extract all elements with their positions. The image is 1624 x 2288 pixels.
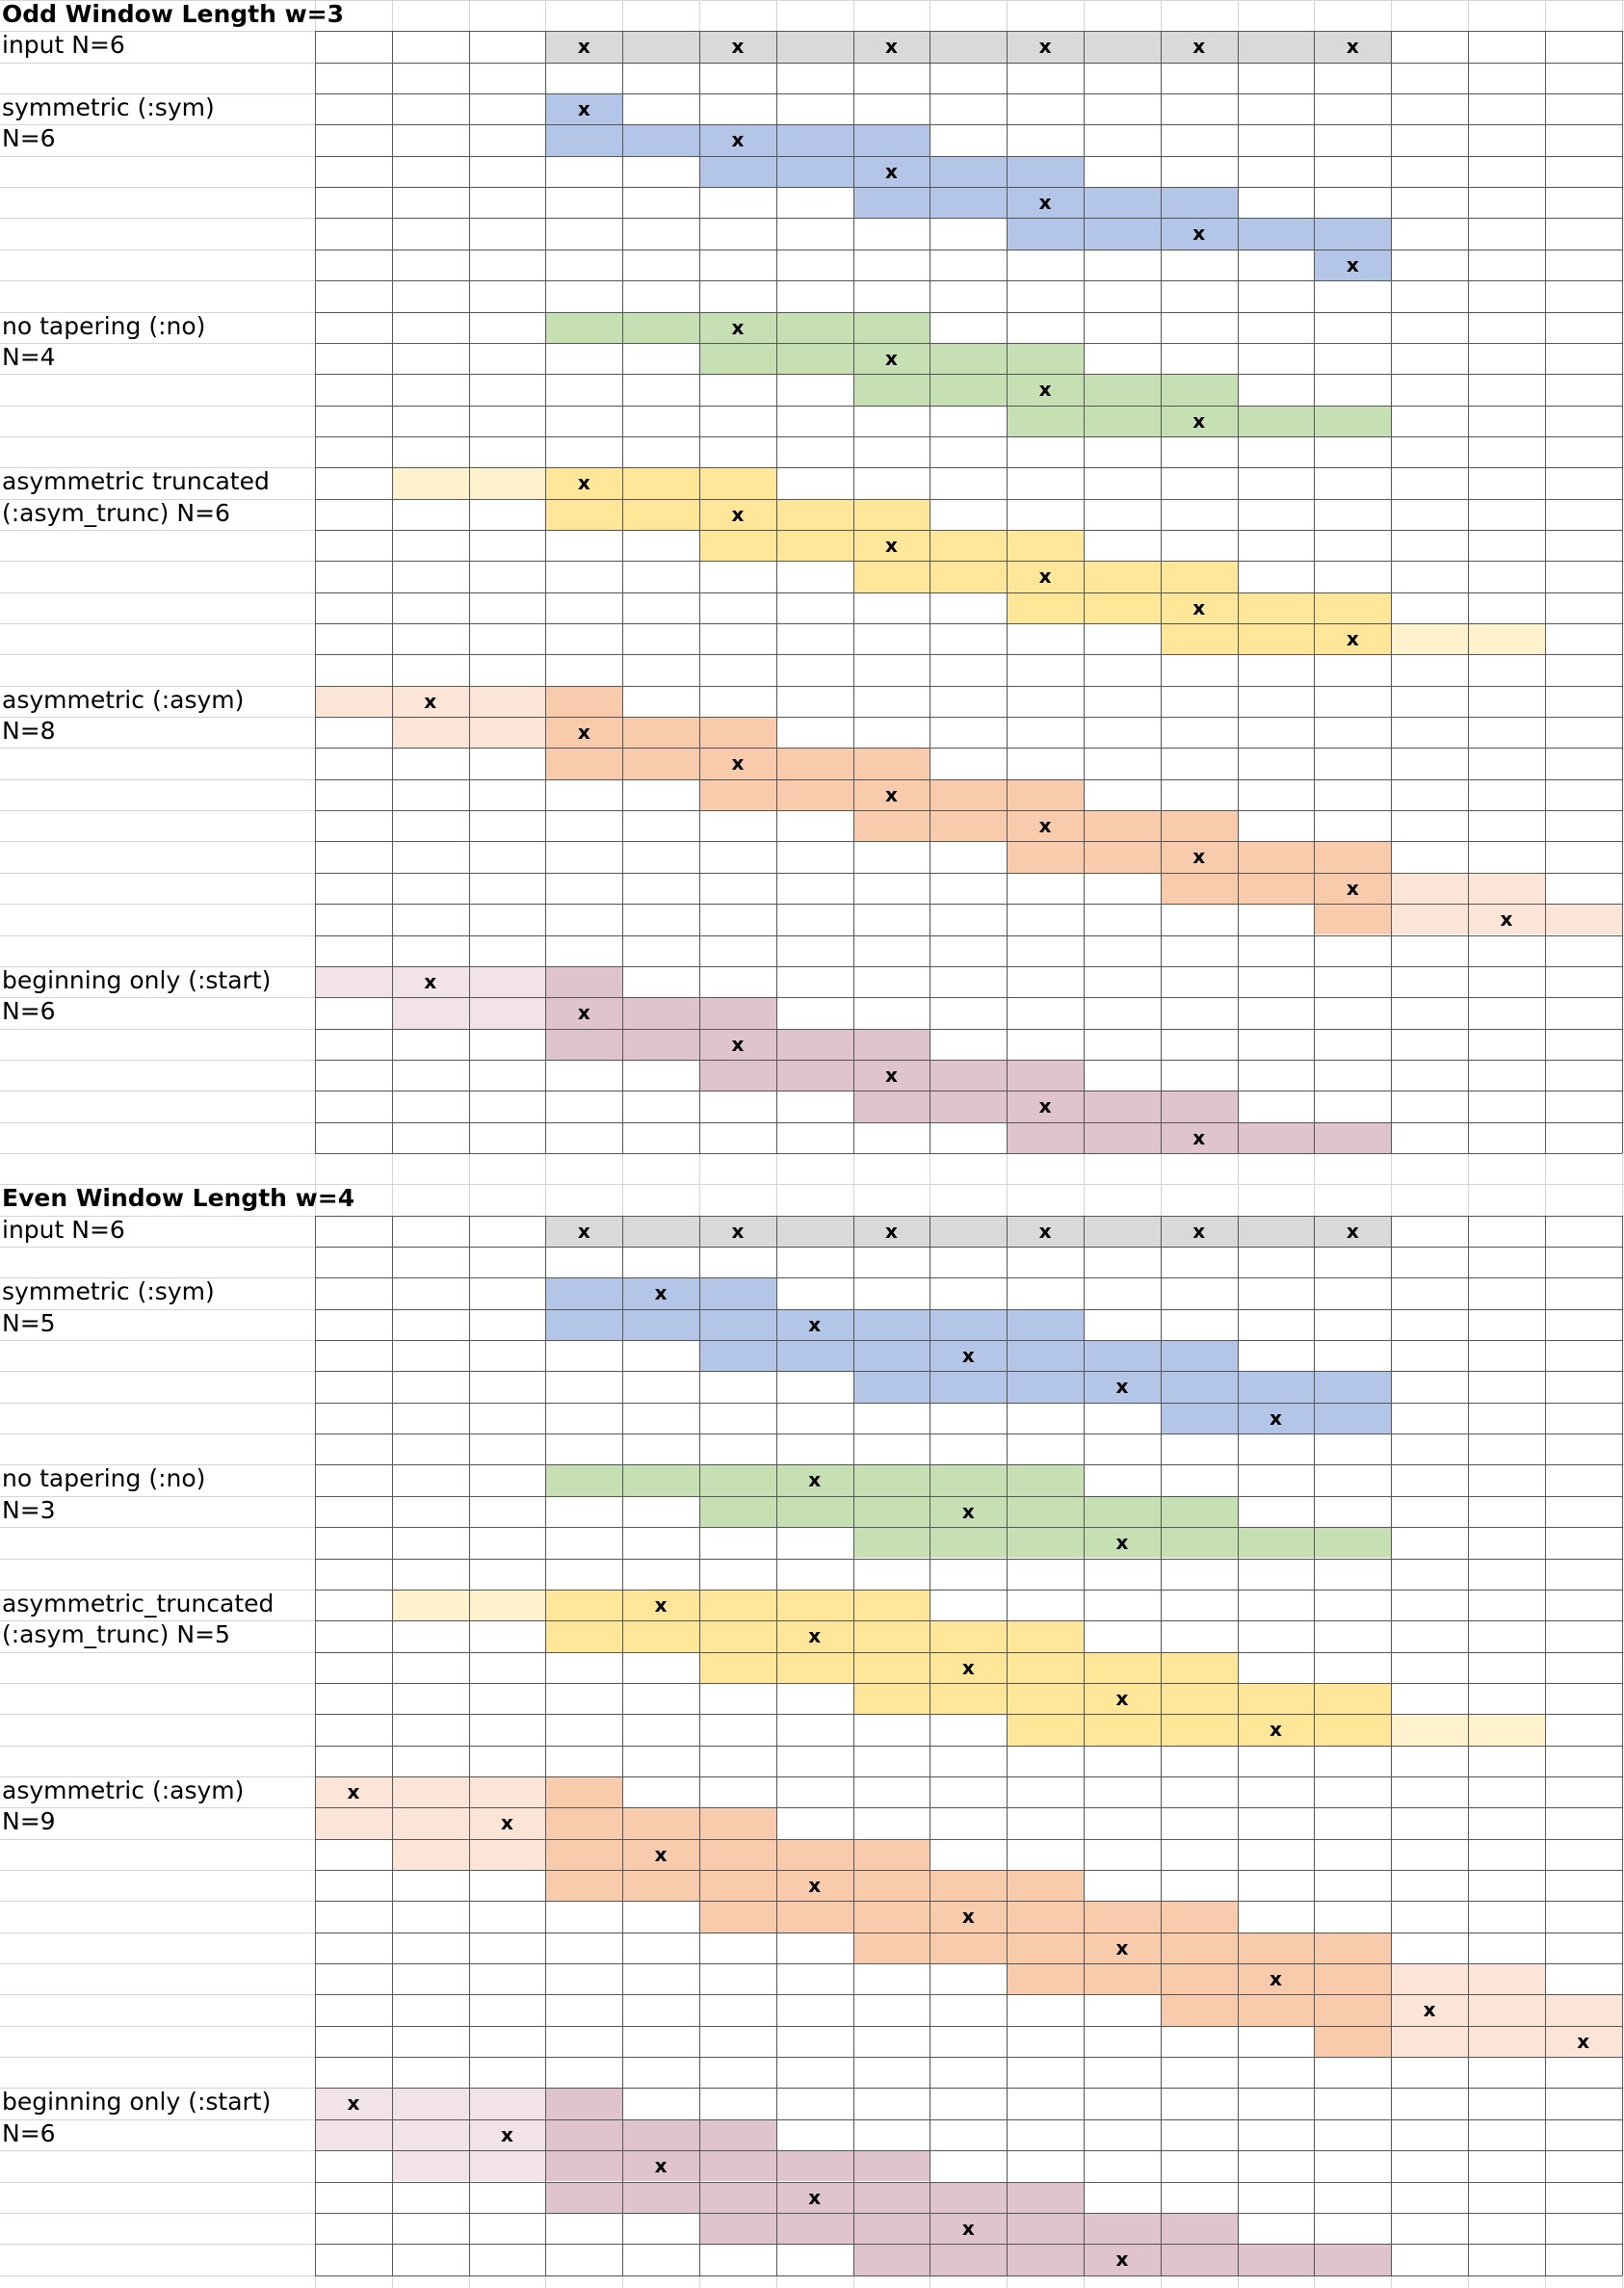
table-row-border [315,592,1622,593]
block-label-no: no tapering (:no) [2,1464,206,1493]
table-row-border [315,686,1622,687]
table-col-border [545,1216,546,2275]
window-center-mark: x [885,1219,898,1243]
window-center-mark: x [1115,1935,1129,1959]
table-col-border [622,1216,623,2275]
table-col-border [1007,1216,1008,2275]
window-center-mark: x [1500,907,1513,932]
window-center-mark: x [577,97,590,121]
block-label-input: input N=6 [2,1215,125,1244]
table-row-border [315,1559,1622,1560]
table-col-border [853,31,854,1153]
table-row-border [315,156,1622,157]
window-center-mark: x [1192,1219,1206,1243]
window-center-mark: x [731,1219,745,1243]
block-label-sym: N=6 [2,124,56,153]
table-row-border [315,31,1622,32]
window-center-mark: x [808,1874,822,1897]
table-row-border [315,1216,1622,1217]
table-row-border [315,2150,1622,2151]
table-row-border [315,1776,1622,1777]
window-center-mark: x [731,1032,745,1056]
window-center-mark: x [1038,565,1052,589]
window-center-mark: x [961,1905,975,1929]
window-center-mark: x [1038,1094,1052,1118]
table-row-border [315,406,1622,407]
table-row-border [315,1590,1622,1591]
table-row-border [315,1839,1622,1840]
table-row-border [315,1122,1622,1123]
table-col-border [469,31,470,1153]
window-center-mark: x [1192,35,1206,59]
table-row-border [315,280,1622,281]
window-center-mark: x [885,346,898,370]
window-center-mark: x [731,751,745,776]
block-label-sym: N=5 [2,1308,56,1337]
table-col-border [1161,1216,1162,2275]
filled-cell [545,31,1391,62]
table-row-border [315,1060,1622,1061]
window-center-mark: x [885,159,898,183]
table-col-border [622,31,623,1153]
filled-cell [545,686,622,717]
table-row-border [315,1309,1622,1310]
window-center-mark: x [885,782,898,806]
window-center-mark: x [1270,1718,1282,1742]
window-center-mark: x [731,128,745,152]
window-center-mark: x [577,471,590,495]
window-center-mark: x [577,721,590,745]
window-center-mark: x [885,1063,898,1087]
filled-cell [545,966,622,997]
window-center-mark: x [347,2091,360,2116]
block-label-asym: N=8 [2,717,56,746]
window-center-mark: x [1115,1531,1129,1555]
block-label-asym_trunc: (:asym_trunc) N=6 [2,498,230,527]
filled-cell [1007,1714,1391,1745]
window-center-mark: x [1192,408,1206,433]
window-center-mark: x [1270,1406,1282,1430]
table-row-border [315,1153,1622,1154]
block-label-asym_trunc: asymmetric truncated [2,467,270,496]
table-col-border [1468,1216,1469,2275]
block-label-start: N=6 [2,2118,56,2147]
window-center-mark: x [1423,1998,1436,2022]
table-row-border [315,63,1622,64]
table-row-border [315,2026,1622,2027]
filled-cell [545,1807,775,1838]
window-center-mark: x [654,1281,668,1305]
table-col-border [1545,1216,1546,2275]
table-row-border [315,436,1622,437]
table-row-border [315,1683,1622,1684]
window-center-mark: x [501,2122,513,2146]
window-center-mark: x [1038,814,1052,838]
block-label-asym_trunc: (:asym_trunc) N=5 [2,1620,230,1649]
table-row-border [315,654,1622,655]
filled-cell [545,1839,930,1870]
block-label-sym: symmetric (:sym) [2,1277,215,1306]
window-center-mark: x [1115,1375,1129,1399]
window-center-mark: x [1192,845,1206,869]
window-center-mark: x [424,689,437,713]
table-col-border [469,1216,470,2275]
window-center-mark: x [654,2154,668,2178]
table-row-border [315,904,1622,905]
filled-cell [545,1216,1391,1247]
window-center-mark: x [1192,222,1206,246]
table-row-border [315,1433,1622,1434]
table-col-border [1468,31,1469,1153]
section-title: Odd Window Length w=3 [2,0,345,28]
window-center-mark: x [808,1312,822,1336]
table-row-border [315,499,1622,500]
filled-cell [545,1590,930,1620]
window-center-mark: x [1270,1967,1282,1991]
block-label-no: N=4 [2,342,56,371]
window-center-mark: x [1192,1125,1206,1149]
block-label-asym_trunc: asymmetric_truncated [2,1589,275,1617]
block-label-start: N=6 [2,997,56,1026]
table-col-border [853,1216,854,2275]
table-row-border [315,623,1622,624]
window-center-mark: x [961,1499,975,1523]
table-row-border [315,561,1622,562]
window-center-mark: x [731,502,745,526]
table-col-border [1391,1216,1392,2275]
table-row-border [315,374,1622,375]
filled-cell [1007,1963,1391,1994]
table-row-border [315,312,1622,313]
window-center-mark: x [1038,378,1052,402]
window-center-mark: x [1038,35,1052,59]
table-col-border [392,1216,393,2275]
table-row-border [315,1870,1622,1871]
table-row-border [315,810,1622,811]
window-center-mark: x [1192,595,1206,619]
table-row-border [315,873,1622,874]
table-row-border [315,1247,1622,1248]
window-center-mark: x [961,1344,975,1368]
table-row-border [315,2244,1622,2245]
window-center-mark: x [577,35,590,59]
block-label-input: input N=6 [2,31,125,60]
table-row-border [315,2182,1622,2183]
table-row-border [315,187,1622,188]
window-center-mark: x [961,2216,975,2240]
table-col-border [1314,31,1315,1153]
window-center-mark: x [885,35,898,59]
block-label-asym: asymmetric (:asym) [2,1775,245,1804]
block-label-sym: symmetric (:sym) [2,93,215,122]
window-center-mark: x [731,315,745,339]
window-center-mark: x [577,1219,590,1243]
window-center-mark: x [1038,1219,1052,1243]
window-center-mark: x [808,1624,822,1648]
block-label-asym: N=9 [2,1807,56,1836]
table-row-border [315,2057,1622,2058]
section-title: Even Window Length w=4 [2,1184,355,1213]
window-center-mark: x [808,1468,822,1492]
window-center-mark: x [1346,627,1359,650]
filled-cell [1161,1994,1391,2025]
table-row-border [315,748,1622,749]
table-row-border [315,1620,1622,1621]
table-col-border [315,31,316,1153]
window-center-mark: x [424,969,437,993]
table-row-border [315,1714,1622,1715]
window-center-mark: x [808,2185,822,2209]
table-row-border [315,935,1622,936]
window-center-mark: x [577,1001,590,1025]
table-row-border [315,1464,1622,1465]
block-label-no: no tapering (:no) [2,311,206,340]
table-row-border [315,779,1622,780]
table-col-border [1622,31,1623,1153]
window-center-mark: x [1346,252,1359,276]
table-col-border [699,1216,700,2275]
table-col-border [1622,1216,1623,2275]
table-col-border [776,31,777,1153]
table-col-border [1545,31,1546,1153]
window-center-mark: x [654,1592,668,1617]
table-col-border [1238,31,1239,1153]
filled-cell [545,2119,775,2150]
window-center-mark: x [1115,1686,1129,1710]
filled-cell [1314,2026,1391,2057]
table-col-border [1084,31,1085,1153]
window-center-mark: x [501,1811,513,1835]
table-row-border [315,2088,1622,2089]
window-center-mark: x [654,1842,668,1866]
block-label-start: beginning only (:start) [2,2088,272,2117]
block-label-asym: asymmetric (:asym) [2,685,245,714]
table-row-border [315,1277,1622,1278]
table-row-border [315,2275,1622,2276]
window-center-mark: x [1346,1219,1359,1243]
table-row-border [315,1371,1622,1372]
table-col-border [1391,31,1392,1153]
table-col-border [1314,1216,1315,2275]
filled-cell [545,2088,622,2118]
table-col-border [545,31,546,1153]
table-row-border [315,93,1622,94]
table-row-border [315,218,1622,219]
window-center-mark: x [1577,2029,1590,2053]
block-label-no: N=3 [2,1495,56,1524]
table-row-border [315,1403,1622,1404]
filled-cell [1314,904,1391,934]
table-row-border [315,530,1622,531]
window-center-mark: x [885,533,898,557]
table-row-border [315,966,1622,967]
table-row-border [315,124,1622,125]
window-center-mark: x [731,35,745,59]
table-row-border [315,841,1622,842]
filled-cell [545,1776,622,1807]
window-center-mark: x [1346,876,1359,900]
table-col-border [699,31,700,1153]
table-row-border [315,717,1622,718]
window-center-mark: x [347,1779,360,1803]
table-row-border [315,997,1622,998]
table-row-border [315,1963,1622,1964]
window-center-mark: x [1038,191,1052,215]
table-col-border [776,1216,777,2275]
table-row-border [315,467,1622,468]
block-label-start: beginning only (:start) [2,965,272,994]
table-row-border [315,1746,1622,1747]
window-center-mark: x [961,1655,975,1679]
table-row-border [315,343,1622,344]
table-row-border [315,1029,1622,1030]
filled-cell [545,2150,930,2181]
window-center-mark: x [1346,35,1359,59]
table-row-border [315,1527,1622,1528]
window-center-mark: x [1115,2248,1129,2272]
